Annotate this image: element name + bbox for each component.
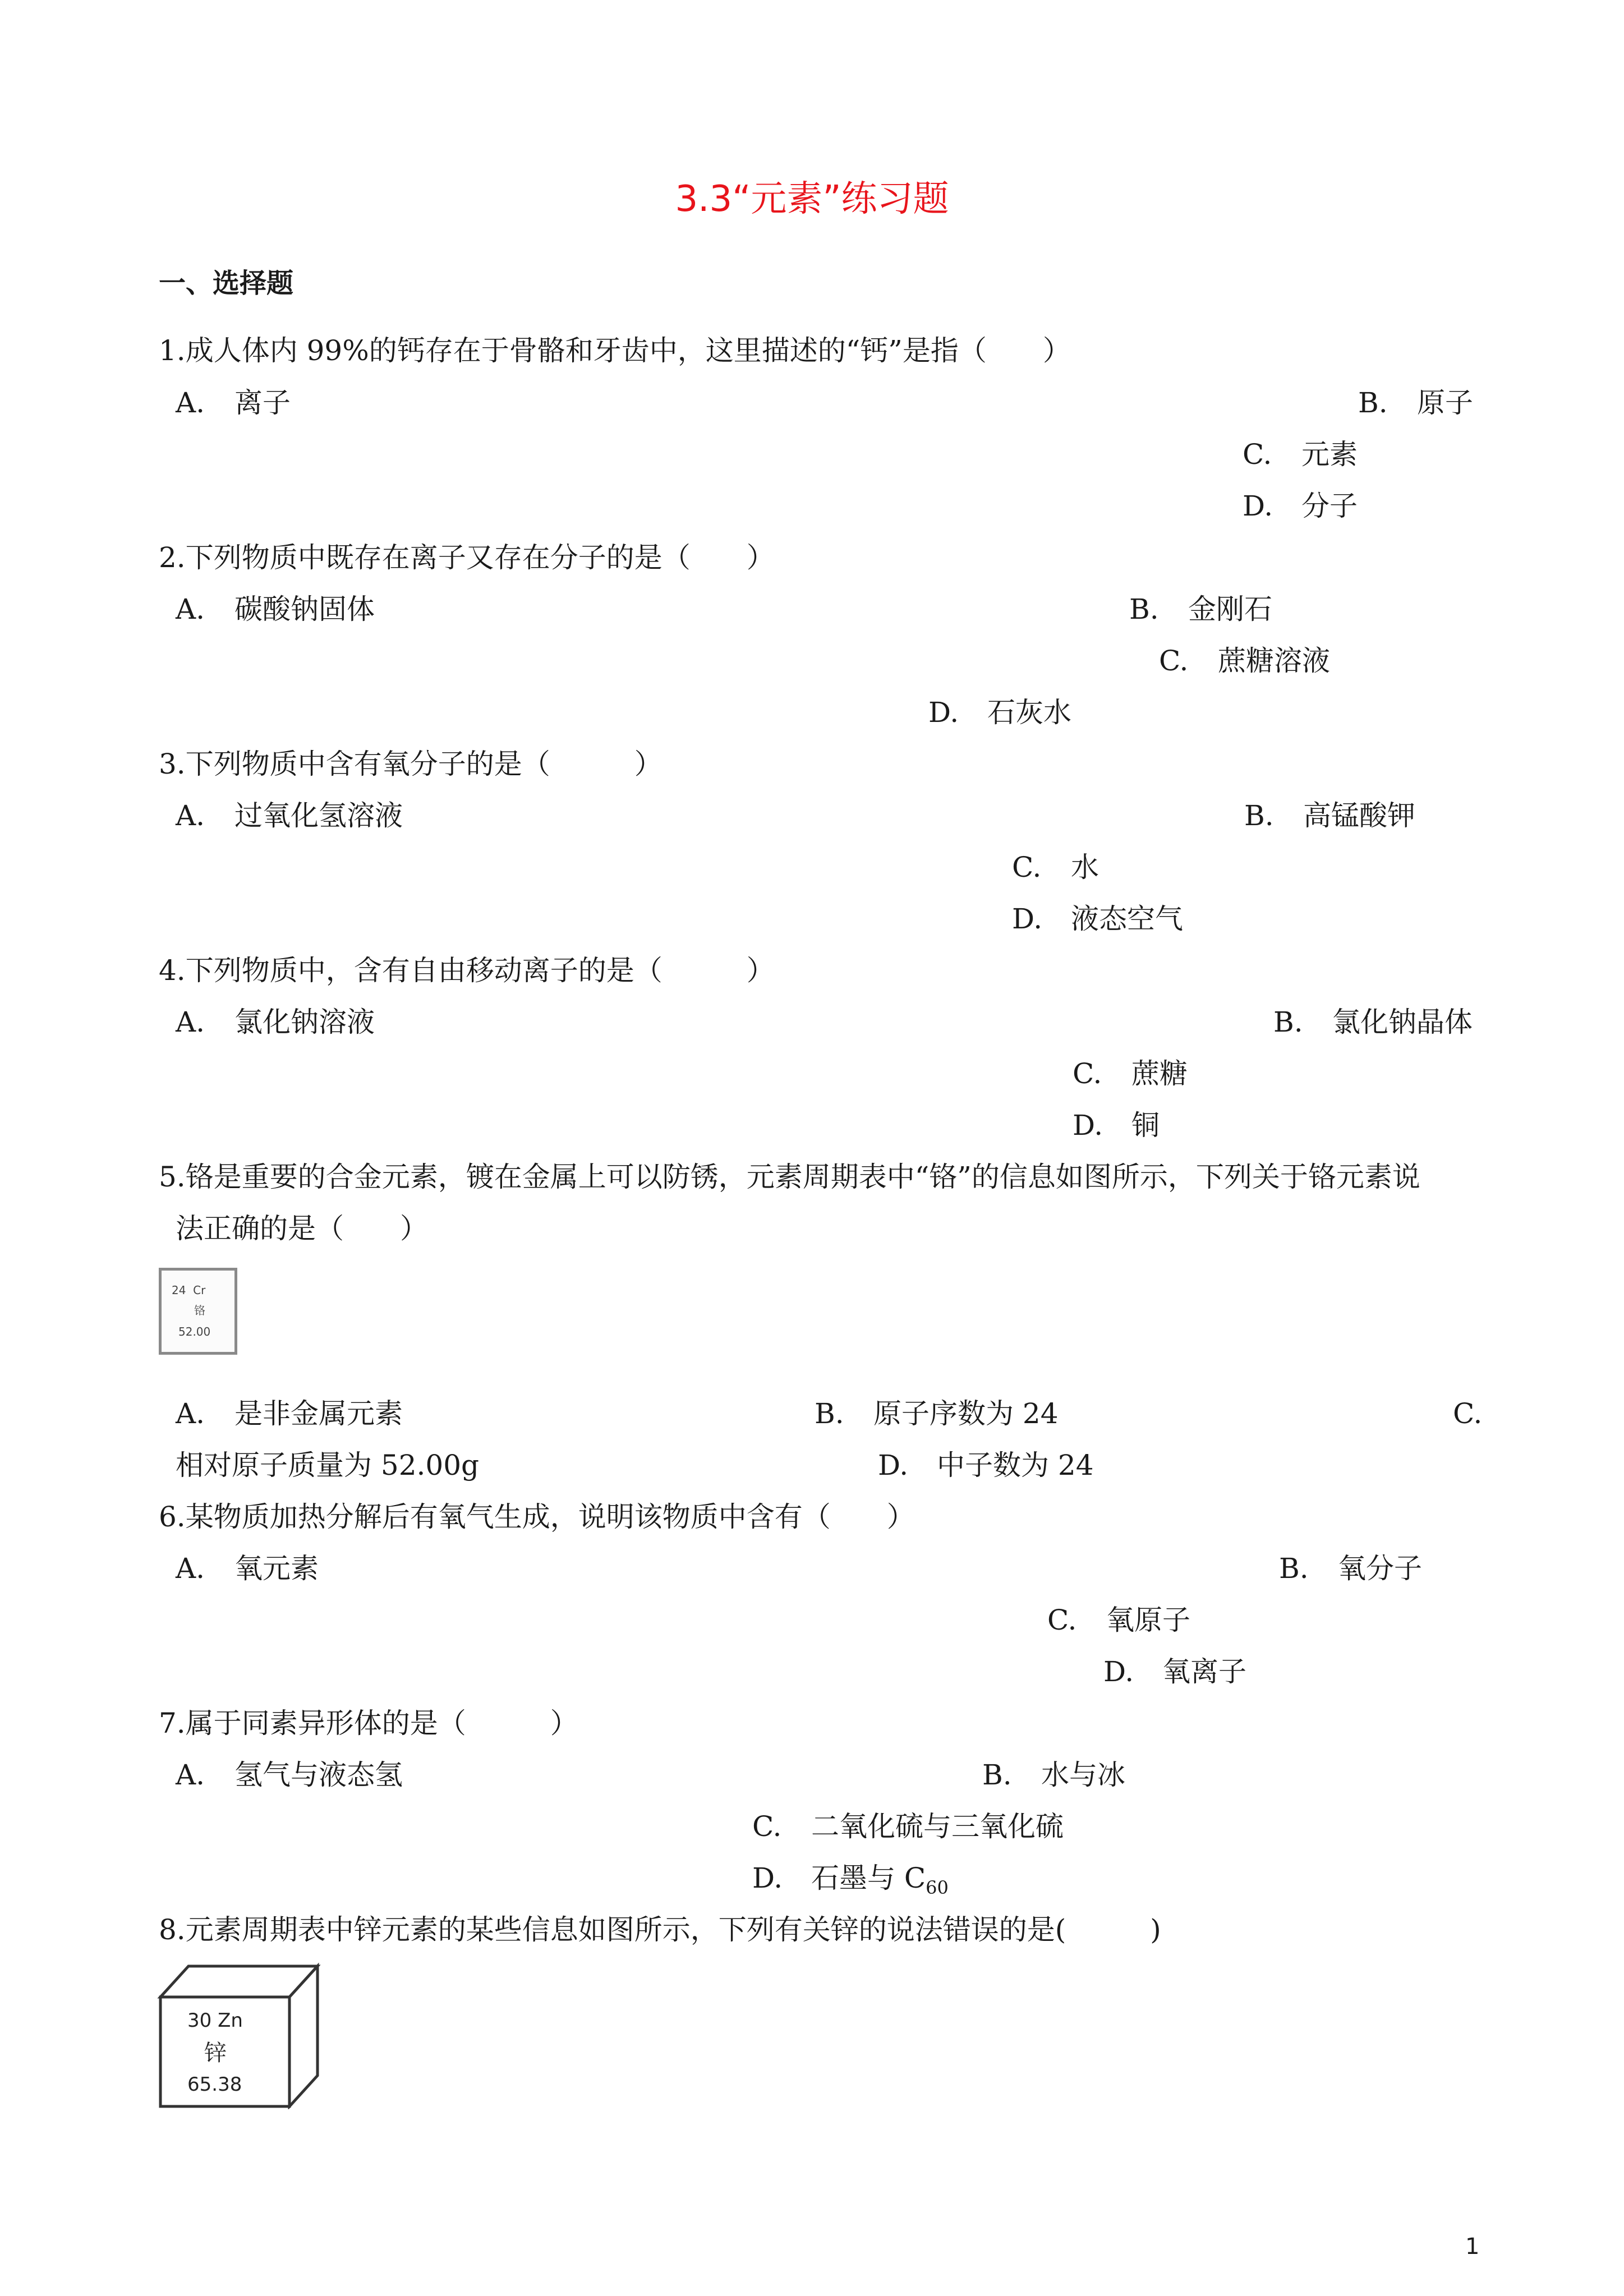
question-7-stem: 7.属于同素异形体的是（ ） [159,1707,578,1740]
question-7-option-d[interactable]: D. 石墨与 $C_{60}$ [752,1862,949,1898]
question-1-stem: 1.成人体内 99%的钙存在于骨骼和牙齿中，这里描述的“钙”是指（ ） [159,334,1071,367]
question-6-stem: 6.某物质加热分解后有氧气生成，说明该物质中含有（ ） [159,1501,915,1533]
question-7-option-a[interactable]: A. 氢气与液态氢 [176,1759,403,1791]
question-1-option-c[interactable]: C. 元素 [1243,438,1358,471]
element-mass: 65.38 [187,2073,242,2096]
question-4-option-c[interactable]: C. 蔗糖 [1073,1057,1188,1090]
element-name: 锌 [204,2040,227,2066]
question-2-option-d[interactable]: D. 石灰水 [928,696,1071,729]
question-2-option-c[interactable]: C. 蔗糖溶液 [1159,645,1330,677]
question-5-stem-line-2: 法正确的是（ ） [176,1212,428,1245]
question-7-option-b[interactable]: B. 水与冰 [982,1759,1125,1791]
subscript-60: 60 [926,1877,949,1898]
question-6-option-c[interactable]: C. 氧原子 [1047,1604,1190,1636]
element-atomic-number: 30 [187,2009,212,2032]
question-2-stem: 2.下列物质中既存在离子又存在分子的是（ ） [159,541,775,574]
question-3-option-d[interactable]: D. 液态空气 [1012,903,1183,935]
question-5-option-b[interactable]: B. 原子序数为 24 [815,1397,1059,1430]
section-heading: 一、选择题 [159,268,294,299]
question-1-option-b[interactable]: B. 原子 [1358,386,1473,419]
question-5-option-a[interactable]: A. 是非金属元素 [176,1397,403,1430]
question-5-option-c-letter[interactable]: C. [1453,1397,1483,1430]
question-4-option-a[interactable]: A. 氯化钠溶液 [176,1006,375,1038]
page-number: 1 [1465,2234,1480,2260]
question-2-option-b[interactable]: B. 金刚石 [1129,593,1272,625]
page-title: 3.3“元素”练习题 [675,178,949,220]
question-3-option-b[interactable]: B. 高锰酸钾 [1244,799,1415,832]
chromium-element-card [159,1268,237,1355]
element-mass: 52.00 [178,1325,211,1338]
question-3-option-c[interactable]: C. 水 [1012,851,1099,884]
element-symbol: Cr [193,1283,206,1297]
element-symbol: Zn [218,2009,243,2032]
question-4-option-d[interactable]: D. 铜 [1073,1109,1160,1142]
question-1-option-a[interactable]: A. 离子 [176,386,291,419]
question-8-stem: 8.元素周期表中锌元素的某些信息如图所示，下列有关锌的说法错误的是( ) [159,1913,1161,1946]
question-4-stem: 4.下列物质中，含有自由移动离子的是（ ） [159,954,775,987]
question-7-option-c[interactable]: C. 二氧化硫与三氧化硫 [752,1810,1064,1843]
question-1-option-d[interactable]: D. 分子 [1243,490,1358,522]
question-5-option-d[interactable]: D. 中子数为 24 [878,1449,1094,1481]
question-2-option-a[interactable]: A. 碳酸钠固体 [176,593,375,625]
zinc-element-card [155,1958,323,2109]
question-3-option-a[interactable]: A. 过氧化氢溶液 [176,799,403,832]
question-6-option-a[interactable]: A. 氧元素 [176,1552,319,1585]
question-4-option-b[interactable]: B. 氯化钠晶体 [1273,1006,1473,1038]
element-atomic-number: 24 [172,1283,186,1297]
element-name: 铬 [194,1304,205,1317]
question-5-option-c-text[interactable]: 相对原子质量为 52.00g [176,1449,480,1481]
question-6-option-d[interactable]: D. 氧离子 [1103,1655,1246,1688]
question-6-option-b[interactable]: B. 氧分子 [1279,1552,1422,1585]
question-3-stem: 3.下列物质中含有氧分子的是（ ） [159,748,663,780]
question-5-stem-line-1: 5.铬是重要的合金元素，镀在金属上可以防锈，元素周期表中“铬”的信息如图所示，下列关于铬元素说 [159,1161,1420,1193]
